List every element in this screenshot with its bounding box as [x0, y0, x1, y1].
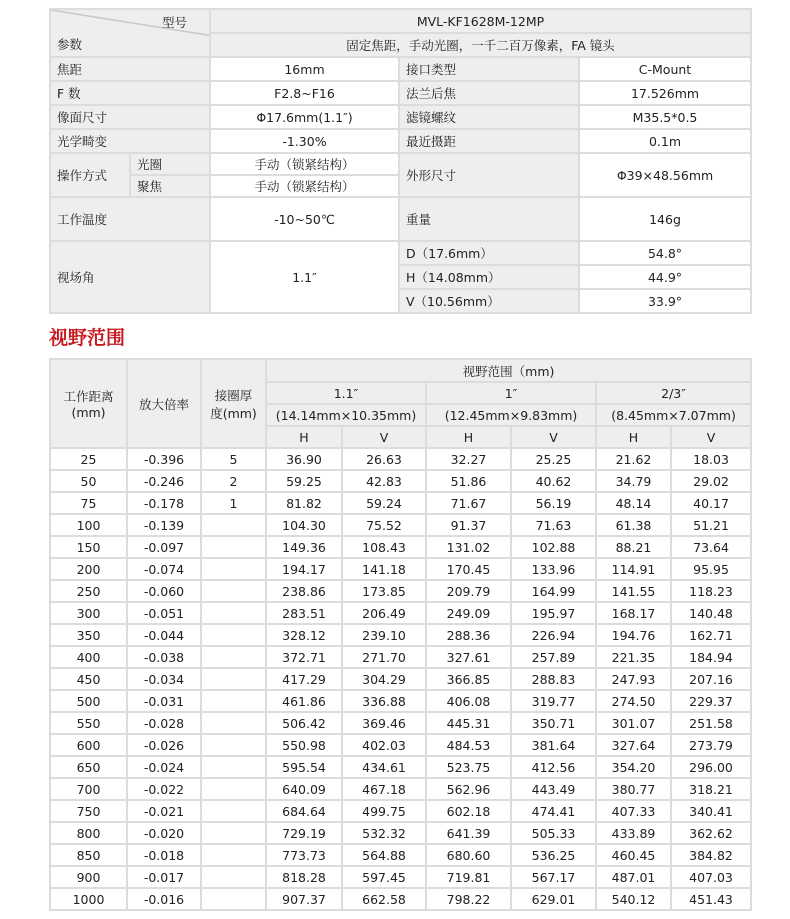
spec-label: 焦距 — [50, 57, 210, 81]
magnification-cell: -0.018 — [127, 844, 201, 866]
v-1-cell: 381.64 — [511, 734, 596, 756]
h-2-3-cell: 247.93 — [596, 668, 671, 690]
h-1-1-cell: 729.19 — [266, 822, 342, 844]
wd-unit: (mm) — [71, 405, 106, 420]
fov-angle-item-value: 33.9° — [579, 289, 751, 313]
table-row — [50, 800, 751, 822]
h-1-cell: 680.60 — [426, 844, 511, 866]
working-distance-cell: 25 — [50, 448, 127, 470]
v-1-1-cell: 369.46 — [342, 712, 426, 734]
spec-label: F 数 — [50, 81, 210, 105]
params-label: 参数 — [57, 37, 83, 52]
header-h: H — [266, 426, 342, 448]
h-1-1-cell: 372.71 — [266, 646, 342, 668]
table-row — [50, 492, 751, 514]
ring-thickness-cell — [201, 580, 266, 602]
v-1-cell: 505.33 — [511, 822, 596, 844]
ring-thickness-cell — [201, 756, 266, 778]
working-distance-cell: 200 — [50, 558, 127, 580]
wd-label: 工作距离 — [63, 389, 114, 404]
v-2-3-cell: 251.58 — [671, 712, 751, 734]
spec-value: -1.30% — [210, 129, 399, 153]
v-1-1-cell: 141.18 — [342, 558, 426, 580]
v-1-cell: 288.83 — [511, 668, 596, 690]
magnification-cell: -0.022 — [127, 778, 201, 800]
working-distance-cell: 300 — [50, 602, 127, 624]
header-fov: 视野范围（mm) — [266, 359, 751, 382]
v-1-1-cell: 597.45 — [342, 866, 426, 888]
ring-thickness-cell — [201, 844, 266, 866]
working-distance-cell: 550 — [50, 712, 127, 734]
ring-thickness-cell — [201, 602, 266, 624]
table-row — [50, 734, 751, 756]
sensor-name: 1.1″ — [266, 382, 426, 404]
iris-value: 手动（锁紧结构） — [210, 153, 399, 175]
v-2-3-cell: 184.94 — [671, 646, 751, 668]
v-1-1-cell: 532.32 — [342, 822, 426, 844]
h-2-3-cell: 301.07 — [596, 712, 671, 734]
h-1-cell: 288.36 — [426, 624, 511, 646]
h-1-1-cell: 818.28 — [266, 866, 342, 888]
h-1-cell: 798.22 — [426, 888, 511, 910]
h-1-cell: 327.61 — [426, 646, 511, 668]
h-2-3-cell: 460.45 — [596, 844, 671, 866]
h-1-cell: 602.18 — [426, 800, 511, 822]
magnification-cell: -0.031 — [127, 690, 201, 712]
table-row — [50, 888, 751, 910]
spec-row — [50, 57, 751, 81]
v-2-3-cell: 340.41 — [671, 800, 751, 822]
temperature-label: 工作温度 — [50, 197, 210, 241]
table-row — [50, 844, 751, 866]
h-2-3-cell: 433.89 — [596, 822, 671, 844]
magnification-cell: -0.178 — [127, 492, 201, 514]
v-1-cell: 319.77 — [511, 690, 596, 712]
spec-value: 16mm — [210, 57, 399, 81]
working-distance-cell: 600 — [50, 734, 127, 756]
spec-label: 光学畸变 — [50, 129, 210, 153]
v-2-3-cell: 40.17 — [671, 492, 751, 514]
v-2-3-cell: 384.82 — [671, 844, 751, 866]
ring-thickness-cell — [201, 800, 266, 822]
table-row — [50, 536, 751, 558]
v-1-cell: 412.56 — [511, 756, 596, 778]
magnification-cell: -0.246 — [127, 470, 201, 492]
v-1-1-cell: 564.88 — [342, 844, 426, 866]
corner-header-cell — [50, 9, 210, 57]
header-ring-thickness — [201, 359, 266, 448]
h-2-3-cell: 88.21 — [596, 536, 671, 558]
fov-table-body — [50, 448, 751, 910]
ring-thickness-cell — [201, 822, 266, 844]
v-1-cell: 629.01 — [511, 888, 596, 910]
h-1-cell: 51.86 — [426, 470, 511, 492]
table-row — [50, 756, 751, 778]
h-1-1-cell: 149.36 — [266, 536, 342, 558]
ring-thickness-cell — [201, 734, 266, 756]
sensor-size: (14.14mm×10.35mm) — [266, 404, 426, 426]
magnification-cell: -0.028 — [127, 712, 201, 734]
v-1-cell: 40.62 — [511, 470, 596, 492]
fov-angle-item-value: 44.9° — [579, 265, 751, 289]
v-1-cell: 474.41 — [511, 800, 596, 822]
magnification-cell: -0.034 — [127, 668, 201, 690]
h-1-1-cell: 684.64 — [266, 800, 342, 822]
h-1-cell: 562.96 — [426, 778, 511, 800]
h-2-3-cell: 487.01 — [596, 866, 671, 888]
magnification-cell: -0.051 — [127, 602, 201, 624]
h-1-cell: 719.81 — [426, 866, 511, 888]
v-1-cell: 536.25 — [511, 844, 596, 866]
h-2-3-cell: 407.33 — [596, 800, 671, 822]
v-1-cell: 56.19 — [511, 492, 596, 514]
section-title: 视野范围 — [49, 327, 126, 349]
v-2-3-cell: 162.71 — [671, 624, 751, 646]
weight-value: 146g — [579, 197, 751, 241]
v-1-1-cell: 59.24 — [342, 492, 426, 514]
spec-value: 0.1m — [579, 129, 751, 153]
v-1-1-cell: 239.10 — [342, 624, 426, 646]
h-2-3-cell: 327.64 — [596, 734, 671, 756]
magnification-cell: -0.396 — [127, 448, 201, 470]
ring-thickness-cell — [201, 668, 266, 690]
v-2-3-cell: 73.64 — [671, 536, 751, 558]
v-1-1-cell: 26.63 — [342, 448, 426, 470]
ring-thickness-cell: 5 — [201, 448, 266, 470]
h-1-cell: 170.45 — [426, 558, 511, 580]
working-distance-cell: 100 — [50, 514, 127, 536]
h-1-cell: 32.27 — [426, 448, 511, 470]
table-row — [50, 712, 751, 734]
h-2-3-cell: 540.12 — [596, 888, 671, 910]
h-2-3-cell: 274.50 — [596, 690, 671, 712]
h-1-cell: 445.31 — [426, 712, 511, 734]
magnification-cell: -0.024 — [127, 756, 201, 778]
h-1-1-cell: 59.25 — [266, 470, 342, 492]
table-row — [50, 624, 751, 646]
h-2-3-cell: 141.55 — [596, 580, 671, 602]
v-2-3-cell: 318.21 — [671, 778, 751, 800]
iris-label: 光圈 — [130, 153, 210, 175]
ring-thickness-cell — [201, 866, 266, 888]
v-1-cell: 133.96 — [511, 558, 596, 580]
h-1-cell: 71.67 — [426, 492, 511, 514]
h-1-cell: 406.08 — [426, 690, 511, 712]
fov-angle-label: 视场角 — [50, 241, 210, 313]
spec-value: Φ17.6mm(1.1″) — [210, 105, 399, 129]
h-1-cell: 366.85 — [426, 668, 511, 690]
ring-label: 接圈厚 — [214, 387, 253, 403]
h-1-cell: 641.39 — [426, 822, 511, 844]
working-distance-cell: 1000 — [50, 888, 127, 910]
header-magnification: 放大倍率 — [127, 359, 201, 448]
h-1-1-cell: 238.86 — [266, 580, 342, 602]
h-1-1-cell: 907.37 — [266, 888, 342, 910]
magnification-cell: -0.020 — [127, 822, 201, 844]
v-1-cell: 25.25 — [511, 448, 596, 470]
table-row — [50, 602, 751, 624]
v-1-1-cell: 206.49 — [342, 602, 426, 624]
fov-angle-item-value: 54.8° — [579, 241, 751, 265]
h-2-3-cell: 48.14 — [596, 492, 671, 514]
h-2-3-cell: 114.91 — [596, 558, 671, 580]
v-1-1-cell: 434.61 — [342, 756, 426, 778]
working-distance-cell: 150 — [50, 536, 127, 558]
magnification-cell: -0.038 — [127, 646, 201, 668]
v-1-1-cell: 336.88 — [342, 690, 426, 712]
h-1-1-cell: 417.29 — [266, 668, 342, 690]
v-2-3-cell: 273.79 — [671, 734, 751, 756]
h-1-1-cell: 194.17 — [266, 558, 342, 580]
h-1-cell: 249.09 — [426, 602, 511, 624]
h-1-1-cell: 328.12 — [266, 624, 342, 646]
v-1-cell: 257.89 — [511, 646, 596, 668]
v-2-3-cell: 296.00 — [671, 756, 751, 778]
working-distance-cell: 450 — [50, 668, 127, 690]
header-v: V — [342, 426, 426, 448]
v-1-1-cell: 42.83 — [342, 470, 426, 492]
h-1-cell: 209.79 — [426, 580, 511, 602]
h-1-1-cell: 104.30 — [266, 514, 342, 536]
working-distance-cell: 50 — [50, 470, 127, 492]
v-1-cell: 164.99 — [511, 580, 596, 602]
dimension-value: Φ39×48.56mm — [579, 153, 751, 197]
v-2-3-cell: 140.48 — [671, 602, 751, 624]
table-row — [50, 514, 751, 536]
magnification-cell: -0.021 — [127, 800, 201, 822]
h-1-1-cell: 640.09 — [266, 778, 342, 800]
table-row — [50, 448, 751, 470]
v-1-1-cell: 271.70 — [342, 646, 426, 668]
sensor-size: (8.45mm×7.07mm) — [596, 404, 751, 426]
h-2-3-cell: 194.76 — [596, 624, 671, 646]
working-distance-cell: 850 — [50, 844, 127, 866]
h-1-1-cell: 283.51 — [266, 602, 342, 624]
table-row — [50, 778, 751, 800]
h-1-cell: 523.75 — [426, 756, 511, 778]
h-2-3-cell: 221.35 — [596, 646, 671, 668]
working-distance-cell: 900 — [50, 866, 127, 888]
h-2-3-cell: 34.79 — [596, 470, 671, 492]
v-1-cell: 102.88 — [511, 536, 596, 558]
table-row — [50, 822, 751, 844]
ring-thickness-cell — [201, 536, 266, 558]
magnification-cell: -0.139 — [127, 514, 201, 536]
spec-label: 法兰后焦 — [399, 81, 579, 105]
table-row — [50, 580, 751, 602]
h-2-3-cell: 168.17 — [596, 602, 671, 624]
working-distance-cell: 350 — [50, 624, 127, 646]
v-1-1-cell: 108.43 — [342, 536, 426, 558]
ring-thickness-cell — [201, 624, 266, 646]
v-1-1-cell: 499.75 — [342, 800, 426, 822]
h-1-1-cell: 461.86 — [266, 690, 342, 712]
v-1-cell: 443.49 — [511, 778, 596, 800]
spec-label: 像面尺寸 — [50, 105, 210, 129]
v-1-cell: 226.94 — [511, 624, 596, 646]
working-distance-cell: 650 — [50, 756, 127, 778]
model-value: MVL-KF1628M-12MP — [210, 9, 751, 33]
v-2-3-cell: 18.03 — [671, 448, 751, 470]
spec-label: 最近摄距 — [399, 129, 579, 153]
magnification-cell: -0.026 — [127, 734, 201, 756]
v-1-1-cell: 173.85 — [342, 580, 426, 602]
spec-value: F2.8~F16 — [210, 81, 399, 105]
h-2-3-cell: 380.77 — [596, 778, 671, 800]
working-distance-cell: 500 — [50, 690, 127, 712]
v-1-1-cell: 402.03 — [342, 734, 426, 756]
v-1-1-cell: 467.18 — [342, 778, 426, 800]
focus-value: 手动（锁紧结构） — [210, 175, 399, 197]
header-v: V — [511, 426, 596, 448]
magnification-cell: -0.017 — [127, 866, 201, 888]
v-2-3-cell: 407.03 — [671, 866, 751, 888]
h-2-3-cell: 61.38 — [596, 514, 671, 536]
ring-label-2: 度(mm) — [210, 405, 257, 421]
h-1-1-cell: 595.54 — [266, 756, 342, 778]
dimension-label: 外形尺寸 — [399, 153, 579, 197]
working-distance-cell: 250 — [50, 580, 127, 602]
fov-angle-item-label: D（17.6mm） — [399, 241, 579, 265]
working-distance-cell: 800 — [50, 822, 127, 844]
h-1-cell: 91.37 — [426, 514, 511, 536]
temperature-value: -10~50℃ — [210, 197, 399, 241]
header-h: H — [426, 426, 511, 448]
spec-table — [49, 8, 752, 314]
h-1-cell: 484.53 — [426, 734, 511, 756]
table-row — [50, 470, 751, 492]
fov-table — [49, 358, 752, 911]
v-1-cell: 350.71 — [511, 712, 596, 734]
header-working-distance — [50, 359, 127, 448]
h-1-1-cell: 550.98 — [266, 734, 342, 756]
model-label: 型号 — [161, 15, 187, 30]
v-2-3-cell: 29.02 — [671, 470, 751, 492]
ring-thickness-cell: 1 — [201, 492, 266, 514]
magnification-cell: -0.044 — [127, 624, 201, 646]
table-row — [50, 668, 751, 690]
spec-row — [50, 129, 751, 153]
weight-label: 重量 — [399, 197, 579, 241]
h-2-3-cell: 354.20 — [596, 756, 671, 778]
sensor-size: (12.45mm×9.83mm) — [426, 404, 596, 426]
magnification-cell: -0.097 — [127, 536, 201, 558]
spec-value: M35.5*0.5 — [579, 105, 751, 129]
ring-thickness-cell — [201, 514, 266, 536]
working-distance-cell: 700 — [50, 778, 127, 800]
fov-angle-item-label: H（14.08mm） — [399, 265, 579, 289]
spec-label: 接口类型 — [399, 57, 579, 81]
v-2-3-cell: 118.23 — [671, 580, 751, 602]
ring-thickness-cell — [201, 712, 266, 734]
ring-thickness-cell — [201, 778, 266, 800]
v-1-1-cell: 75.52 — [342, 514, 426, 536]
v-2-3-cell: 95.95 — [671, 558, 751, 580]
working-distance-cell: 400 — [50, 646, 127, 668]
v-2-3-cell: 229.37 — [671, 690, 751, 712]
h-1-1-cell: 36.90 — [266, 448, 342, 470]
v-1-1-cell: 662.58 — [342, 888, 426, 910]
v-1-cell: 195.97 — [511, 602, 596, 624]
magnification-cell: -0.060 — [127, 580, 201, 602]
working-distance-cell: 750 — [50, 800, 127, 822]
magnification-cell: -0.016 — [127, 888, 201, 910]
fov-angle-item-label: V（10.56mm） — [399, 289, 579, 313]
spec-value: C-Mount — [579, 57, 751, 81]
v-2-3-cell: 51.21 — [671, 514, 751, 536]
operation-label: 操作方式 — [50, 153, 130, 197]
ring-thickness-cell — [201, 558, 266, 580]
ring-thickness-cell: 2 — [201, 470, 266, 492]
ring-thickness-cell — [201, 690, 266, 712]
fov-angle-sensor: 1.1″ — [210, 241, 399, 313]
header-v: V — [671, 426, 751, 448]
v-2-3-cell: 362.62 — [671, 822, 751, 844]
v-2-3-cell: 451.43 — [671, 888, 751, 910]
h-1-1-cell: 506.42 — [266, 712, 342, 734]
v-1-cell: 71.63 — [511, 514, 596, 536]
spec-row — [50, 81, 751, 105]
h-1-1-cell: 773.73 — [266, 844, 342, 866]
model-description: 固定焦距，手动光圈，一千二百万像素，FA 镜头 — [210, 33, 751, 57]
v-1-1-cell: 304.29 — [342, 668, 426, 690]
spec-row — [50, 105, 751, 129]
spec-label: 滤镜螺纹 — [399, 105, 579, 129]
h-1-cell: 131.02 — [426, 536, 511, 558]
magnification-cell: -0.074 — [127, 558, 201, 580]
working-distance-cell: 75 — [50, 492, 127, 514]
table-row — [50, 646, 751, 668]
v-1-cell: 567.17 — [511, 866, 596, 888]
h-1-1-cell: 81.82 — [266, 492, 342, 514]
table-row — [50, 866, 751, 888]
h-2-3-cell: 21.62 — [596, 448, 671, 470]
v-2-3-cell: 207.16 — [671, 668, 751, 690]
sensor-name: 2/3″ — [596, 382, 751, 404]
focus-label: 聚焦 — [130, 175, 210, 197]
header-h: H — [596, 426, 671, 448]
sensor-name: 1″ — [426, 382, 596, 404]
table-row — [50, 558, 751, 580]
ring-thickness-cell — [201, 646, 266, 668]
ring-thickness-cell — [201, 888, 266, 910]
spec-value: 17.526mm — [579, 81, 751, 105]
table-row — [50, 690, 751, 712]
